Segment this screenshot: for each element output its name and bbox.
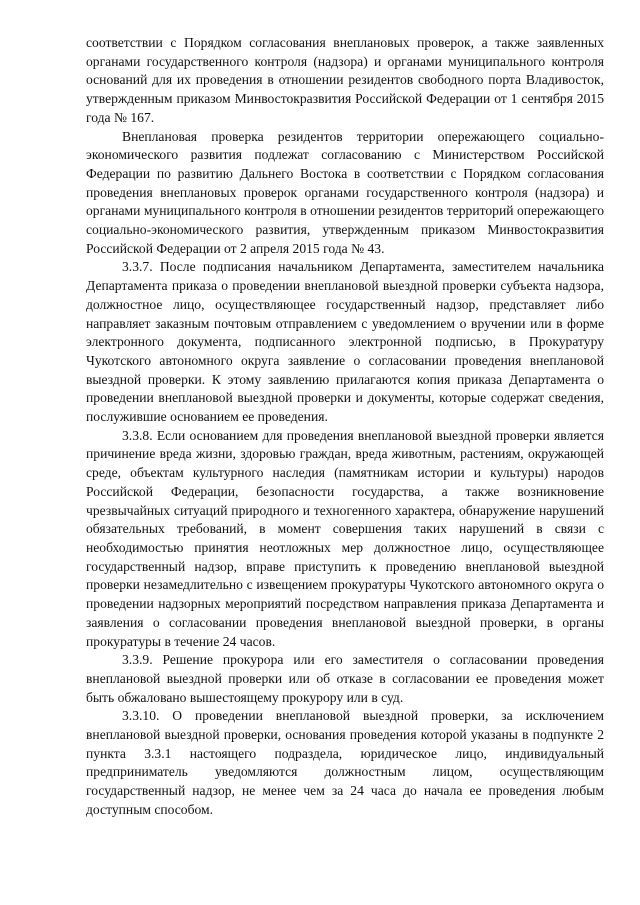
paragraph-3-3-7: 3.3.7. После подписания начальником Департамента, заместителем начальника Департамента приказа о проведении внеплановой выездной проверки субъекта надзора, должностное лицо, осуществляющее государственный надзор, представляет либо направляет заказным почтовым отправлением с уведомлением о вручении или в форме электронного документа, подписанного электронной подписью, в Прокуратуру Чукотского автономного округа заявление о согласовании проведения внеплановой выездной проверки. К этому заявлению прилагаются копия приказа Департамента о проведении внеплановой выездной проверки и документы, которые содержат сведения, послужившие основанием ее проведения. [86, 259, 604, 425]
paragraph-3-3-8: 3.3.8. Если основанием для проведения внеплановой выездной проверки является причинение вреда жизни, здоровью граждан, вреда животным, растениям, окружающей среде, объектам культурного наследия (памятникам истории и культуры) народов Российской Федерации, безопасности государства, а также возникновение чрезвычайных ситуаций природного и техногенного характера, обнаружение нарушений обязательных требований, в момент совершения таких нарушений в связи с необходимостью принятия неотложных мер должностное лицо, осуществляющее государственный надзор, вправе приступить к проведению внеплановой выездной проверки незамедлительно с извещением прокуратуры Чукотского автономного округа о проведении надзорных мероприятий посредством направления приказа Департамента и заявления о согласовании проведения внеплановой выездной проверки, в органы прокуратуры в течение 24 часов. [86, 427, 604, 649]
paragraph-3-3-9: 3.3.9. Решение прокурора или его заместителя о согласовании проведения внеплановой выездной проверки или об отказе в согласовании ее проведения может быть обжаловано вышестоящему прокурору или в суд. [86, 652, 604, 705]
paragraph-continuation: соответствии с Порядком согласования внеплановых проверок, а также заявленных органами государственного контроля (надзора) и органами муниципального контроля оснований для их проведения в отношении резидентов свободного порта Владивосток, утвержденным приказом Минвостокразвития Российской Федерации от 1 сентября 2015 года № 167. [86, 35, 604, 125]
paragraph-3-3-10: 3.3.10. О проведении внеплановой выездной проверки, за исключением внеплановой выездной проверки, основания проведения которой указаны в подпункте 2 пункта 3.3.1 настоящего подраздела, юридическое лицо, индивидуальный предприниматель уведомляются должностным лицом, осуществляющим государственный надзор, не менее чем за 24 часа до начала ее проведения любым доступным способом. [86, 708, 604, 817]
paragraph-unscheduled-inspection: Внеплановая проверка резидентов территории опережающего социально-экономического развития подлежат согласованию с Министерством Российской Федерации по развитию Дальнего Востока в соответствии с Порядком согласования проведения внеплановых проверок органами государственного контроля (надзора) и органами муниципального контроля в отношении резидентов территорий опережающего социально-экономического развития, утвержденным приказом Минвостокразвития Российской Федерации от 2 апреля 2015 года № 43. [86, 128, 604, 256]
